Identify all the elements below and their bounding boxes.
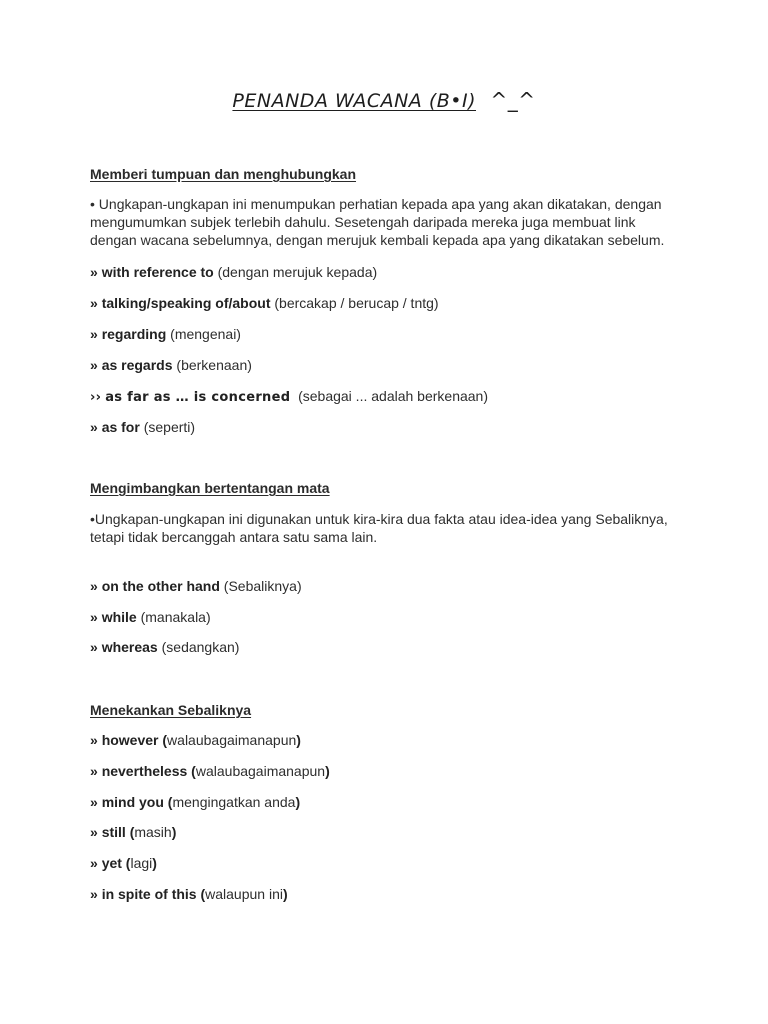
item-close: ) bbox=[282, 886, 288, 902]
item-close: ) bbox=[296, 732, 301, 748]
item-term: in spite of this ( bbox=[101, 886, 206, 902]
list-item bbox=[90, 608, 690, 626]
item-meaning: (sebagai ... adalah berkenaan) bbox=[298, 388, 489, 404]
section-2-heading: Mengimbangkan bertentangan mata bbox=[90, 480, 330, 496]
item-term: on the other hand bbox=[101, 578, 220, 594]
list-item bbox=[90, 325, 690, 343]
item-bullet: » bbox=[90, 326, 98, 342]
section-heading bbox=[90, 701, 690, 719]
section-1-paragraph: • Ungkapan-ungkapan ini menumpukan perhatian kepada apa yang akan dikatakan, dengan mengumumkan subjek terlebih dahulu. Sesetengah daripada mereka juga membuat link dengan wacana sebelumnya, dengan merujuk kembali kepada apa yang dikatakan sebelum. bbox=[90, 196, 665, 248]
item-term: as regards bbox=[101, 357, 173, 373]
item-term: as for bbox=[101, 419, 140, 435]
item-meaning: (dengan merujuk kepada) bbox=[217, 264, 378, 280]
list-item bbox=[90, 793, 690, 811]
document-title bbox=[0, 88, 768, 112]
list-item bbox=[90, 294, 690, 312]
item-meaning: walaupun ini bbox=[205, 886, 283, 902]
item-meaning: mengingatkan anda bbox=[172, 794, 296, 810]
list-item bbox=[90, 854, 690, 872]
item-bullet: ›› bbox=[90, 390, 102, 405]
list-item bbox=[90, 263, 690, 281]
item-bullet: » bbox=[90, 824, 98, 840]
item-meaning: (berkenaan) bbox=[176, 357, 252, 373]
item-meaning: (manakala) bbox=[140, 609, 211, 625]
item-close: ) bbox=[152, 855, 157, 871]
list-item bbox=[90, 638, 690, 656]
item-term: as far as … is concerned bbox=[105, 390, 291, 405]
list-item bbox=[90, 577, 690, 595]
item-meaning: masih bbox=[134, 824, 172, 840]
item-term: nevertheless ( bbox=[101, 763, 196, 779]
section-heading bbox=[90, 479, 690, 497]
item-bullet: » bbox=[90, 264, 98, 280]
title-emote: ^_^ bbox=[490, 88, 536, 112]
item-term: however ( bbox=[101, 732, 168, 748]
list-item bbox=[90, 731, 690, 749]
item-close: ) bbox=[325, 763, 330, 779]
item-term: whereas bbox=[101, 639, 158, 655]
item-bullet: » bbox=[90, 855, 98, 871]
item-bullet: » bbox=[90, 609, 98, 625]
item-term: mind you ( bbox=[101, 794, 173, 810]
item-bullet: » bbox=[90, 295, 98, 311]
item-bullet: » bbox=[90, 357, 98, 373]
section-2-paragraph: •Ungkapan-ungkapan ini digunakan untuk kira-kira dua fakta atau idea-idea yang Sebaliknya, tetapi tidak bercanggah antara satu sama lain. bbox=[90, 511, 668, 545]
item-term: talking/speaking of/about bbox=[101, 295, 271, 311]
item-bullet: » bbox=[90, 578, 98, 594]
section-3-heading: Menekankan Sebaliknya bbox=[90, 702, 252, 718]
list-item bbox=[90, 356, 690, 374]
item-meaning: (bercakap / berucap / tntg) bbox=[274, 295, 439, 311]
item-meaning: lagi bbox=[130, 855, 153, 871]
list-item bbox=[90, 885, 690, 903]
item-meaning: walaubagaimanapun bbox=[167, 732, 297, 748]
item-bullet: » bbox=[90, 794, 98, 810]
item-bullet: » bbox=[90, 639, 98, 655]
item-close: ) bbox=[295, 794, 301, 810]
item-close: ) bbox=[171, 824, 177, 840]
item-bullet: » bbox=[90, 763, 98, 779]
item-bullet: » bbox=[90, 732, 98, 748]
item-term: with reference to bbox=[101, 264, 214, 280]
list-item bbox=[90, 418, 690, 436]
list-item bbox=[90, 387, 690, 407]
title-text: PENANDA WACANA (B•I) bbox=[232, 90, 476, 112]
section-heading bbox=[90, 165, 690, 183]
item-meaning: (mengenai) bbox=[170, 326, 241, 342]
item-term: while bbox=[101, 609, 137, 625]
section-1-heading: Memberi tumpuan dan menghubungkan bbox=[90, 166, 357, 182]
item-term: still ( bbox=[101, 824, 135, 840]
item-term: yet ( bbox=[101, 855, 131, 871]
item-bullet: » bbox=[90, 886, 98, 902]
item-meaning: (sedangkan) bbox=[161, 639, 240, 655]
item-term: regarding bbox=[101, 326, 167, 342]
list-item bbox=[90, 762, 690, 780]
list-item bbox=[90, 823, 690, 841]
item-meaning: (Sebaliknya) bbox=[223, 578, 302, 594]
item-meaning: walaubagaimanapun bbox=[195, 763, 326, 779]
item-bullet: » bbox=[90, 419, 98, 435]
item-meaning: (seperti) bbox=[143, 419, 196, 435]
